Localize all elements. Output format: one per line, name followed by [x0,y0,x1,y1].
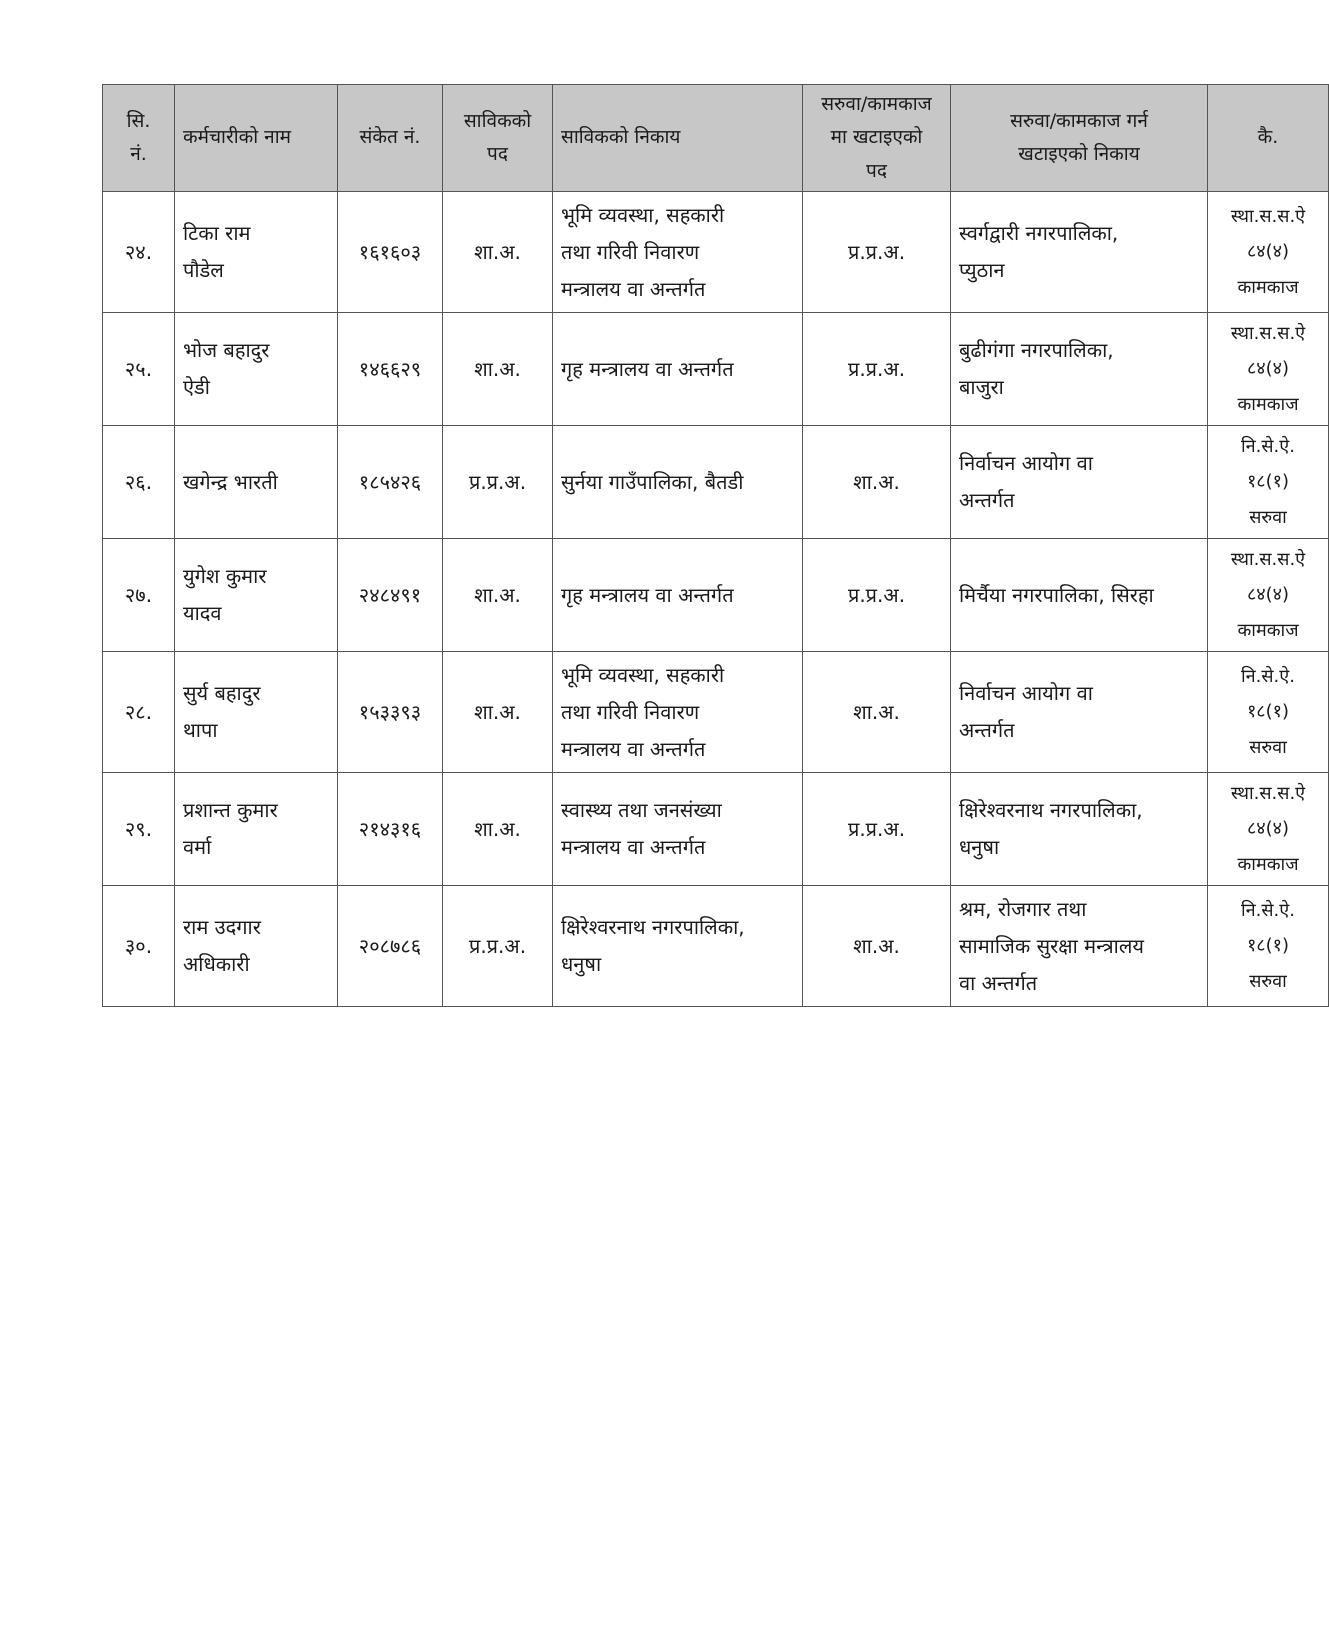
cell-employee-name-line: यादव [183,601,222,625]
cell-new-office-line: निर्वाचन आयोग वा [959,451,1093,475]
cell-remarks-line: नि.से.ऐ. [1241,666,1295,688]
cell-previous-office [553,886,803,1007]
cell-code-number: १८५४२६ [338,426,443,539]
cell-remarks-line: ८४(४) [1246,241,1290,263]
cell-new-office [951,313,1208,426]
cell-new-office-line: प्युठान [959,258,1005,282]
cell-previous-office-line: गृह मन्त्रालय वा अन्तर्गत [561,582,734,607]
cell-remarks [1208,652,1329,773]
table-row [103,426,1329,539]
cell-remarks [1208,426,1329,539]
cell-code-number: २१४३१६ [338,773,443,886]
cell-serial-number: ३०. [103,886,175,1007]
cell-new-office [951,773,1208,886]
cell-new-office-line: क्षिरेश्वरनाथ नगरपालिका, [959,798,1143,822]
cell-serial-number: २९. [103,773,175,886]
cell-previous-office-line: सुर्नया गाउँपालिका, बैतडी [561,469,744,494]
cell-employee-name [175,773,338,886]
cell-code-number: २०८७८६ [338,886,443,1007]
cell-remarks [1208,886,1329,1007]
cell-previous-office-line: भूमि व्यवस्था, सहकारी [561,202,725,227]
cell-new-office-line: वा अन्तर्गत [959,970,1038,995]
table-row [103,652,1329,773]
header-previous-office: साविकको निकाय [553,85,803,192]
table-row [103,773,1329,886]
cell-new-post: शा.अ. [803,426,951,539]
cell-new-office [951,426,1208,539]
cell-previous-office-line: क्षिरेश्वरनाथ नगरपालिका, [561,915,745,939]
cell-remarks-line: सरुवा [1249,736,1287,758]
cell-remarks-line: १८(१) [1246,471,1290,493]
cell-new-office-line: बुढीगंगा नगरपालिका, [959,338,1114,362]
cell-employee-name-line: सुर्य बहादुर [183,681,261,705]
cell-employee-name [175,652,338,773]
header-remarks: कै. [1208,85,1329,192]
cell-previous-post: शा.अ. [443,773,553,886]
cell-serial-number: २७. [103,539,175,652]
cell-employee-name-line: प्रशान्त कुमार [183,798,278,822]
cell-previous-office [553,652,803,773]
table-row [103,192,1329,313]
cell-employee-name-line: ऐडी [183,375,210,399]
cell-employee-name-line: थापा [183,718,218,742]
cell-employee-name [175,539,338,652]
cell-code-number: १४६६२९ [338,313,443,426]
cell-new-office-line: धनुषा [959,835,1000,859]
cell-previous-post: प्र.प्र.अ. [443,426,553,539]
cell-serial-number: २६. [103,426,175,539]
cell-new-office [951,539,1208,652]
cell-new-post: शा.अ. [803,652,951,773]
cell-new-office-line: निर्वाचन आयोग वा [959,681,1093,705]
cell-previous-office-line: तथा गरिवी निवारण [561,239,700,264]
cell-new-office-line: अन्तर्गत [959,718,1015,742]
cell-previous-post: शा.अ. [443,192,553,313]
cell-remarks-line: ८४(४) [1246,584,1290,606]
table-row [103,539,1329,652]
cell-remarks [1208,773,1329,886]
cell-new-post: प्र.प्र.अ. [803,313,951,426]
cell-previous-office-line: धनुषा [561,952,602,976]
cell-previous-office-line: तथा गरिवी निवारण [561,699,700,724]
cell-new-post: प्र.प्र.अ. [803,773,951,886]
cell-remarks-line: स्था.स.स.ऐ [1230,323,1306,345]
cell-new-office [951,886,1208,1007]
cell-previous-office-line: गृह मन्त्रालय वा अन्तर्गत [561,356,734,381]
cell-remarks-line: स्था.स.स.ऐ [1230,206,1306,228]
cell-code-number: १६१६०३ [338,192,443,313]
cell-employee-name [175,313,338,426]
cell-previous-office-line: मन्त्रालय वा अन्तर्गत [561,276,706,301]
cell-serial-number: २४. [103,192,175,313]
cell-previous-office-line: भूमि व्यवस्था, सहकारी [561,662,725,687]
cell-employee-name-line: राम उदगार [183,915,261,939]
header-row [103,85,1329,192]
cell-previous-office [553,192,803,313]
cell-serial-number: २५. [103,313,175,426]
cell-remarks [1208,313,1329,426]
header-new-post: सरुवा/कामकाज मा खटाइएको पद [803,85,951,192]
cell-new-office-line: सामाजिक सुरक्षा मन्त्रालय [959,933,1144,958]
cell-remarks-line: सरुवा [1249,970,1287,992]
cell-remarks-line: स्था.स.स.ऐ [1230,549,1306,571]
cell-employee-name [175,192,338,313]
cell-remarks-line: सरुवा [1249,506,1287,528]
cell-remarks-line: १८(१) [1246,701,1290,723]
transfer-table [102,84,1329,1007]
cell-code-number: १५३३९३ [338,652,443,773]
header-code-number: संकेत नं. [338,85,443,192]
cell-remarks-line: ८४(४) [1246,818,1290,840]
cell-previous-post: शा.अ. [443,313,553,426]
cell-new-office-line: स्वर्गद्वारी नगरपालिका, [959,221,1119,245]
header-new-office: सरुवा/कामकाज गर्न खटाइएको निकाय [951,85,1208,192]
header-employee-name: कर्मचारीको नाम [175,85,338,192]
cell-new-office-line: मिर्चैया नगरपालिका, सिरहा [959,582,1154,607]
cell-previous-office [553,426,803,539]
cell-remarks-line: स्था.स.स.ऐ [1230,783,1306,805]
cell-new-office [951,652,1208,773]
cell-new-office-line: श्रम, रोजगार तथा [959,896,1087,921]
cell-remarks-line: कामकाज [1237,393,1299,415]
cell-remarks-line: कामकाज [1237,853,1299,875]
cell-previous-office-line: मन्त्रालय वा अन्तर्गत [561,835,706,859]
cell-new-post: प्र.प्र.अ. [803,539,951,652]
cell-new-office-line: अन्तर्गत [959,488,1015,512]
cell-remarks-line: कामकाज [1237,276,1299,298]
cell-employee-name-line: युगेश कुमार [183,564,267,588]
cell-previous-office [553,773,803,886]
cell-previous-post: प्र.प्र.अ. [443,886,553,1007]
cell-remarks [1208,192,1329,313]
cell-employee-name-line: खगेन्द्र भारती [183,469,278,494]
cell-serial-number: २८. [103,652,175,773]
table-header [103,85,1329,192]
cell-new-post: प्र.प्र.अ. [803,192,951,313]
cell-previous-office [553,313,803,426]
cell-employee-name [175,886,338,1007]
cell-employee-name [175,426,338,539]
cell-previous-office-line: स्वास्थ्य तथा जनसंख्या [561,798,722,822]
cell-code-number: २४८४९१ [338,539,443,652]
cell-previous-office-line: मन्त्रालय वा अन्तर्गत [561,736,706,761]
cell-employee-name-line: अधिकारी [183,952,250,976]
table-row [103,886,1329,1007]
cell-employee-name-line: पौडेल [183,258,224,282]
cell-previous-office [553,539,803,652]
header-serial-number: सि. नं. [103,85,175,192]
cell-remarks-line: कामकाज [1237,619,1299,641]
header-previous-post: साविकको पद [443,85,553,192]
cell-remarks-line: नि.से.ऐ. [1241,900,1295,922]
cell-previous-post: शा.अ. [443,652,553,773]
cell-employee-name-line: वर्मा [183,835,212,859]
cell-remarks-line: ८४(४) [1246,358,1290,380]
cell-new-post: शा.अ. [803,886,951,1007]
table-row [103,313,1329,426]
cell-employee-name-line: टिका राम [183,221,251,245]
cell-remarks [1208,539,1329,652]
cell-remarks-line: नि.से.ऐ. [1241,436,1295,458]
cell-employee-name-line: भोज बहादुर [183,338,270,362]
table-body [103,192,1329,1007]
cell-new-office [951,192,1208,313]
cell-new-office-line: बाजुरा [959,375,1004,399]
cell-remarks-line: १८(१) [1246,935,1290,957]
cell-previous-post: शा.अ. [443,539,553,652]
